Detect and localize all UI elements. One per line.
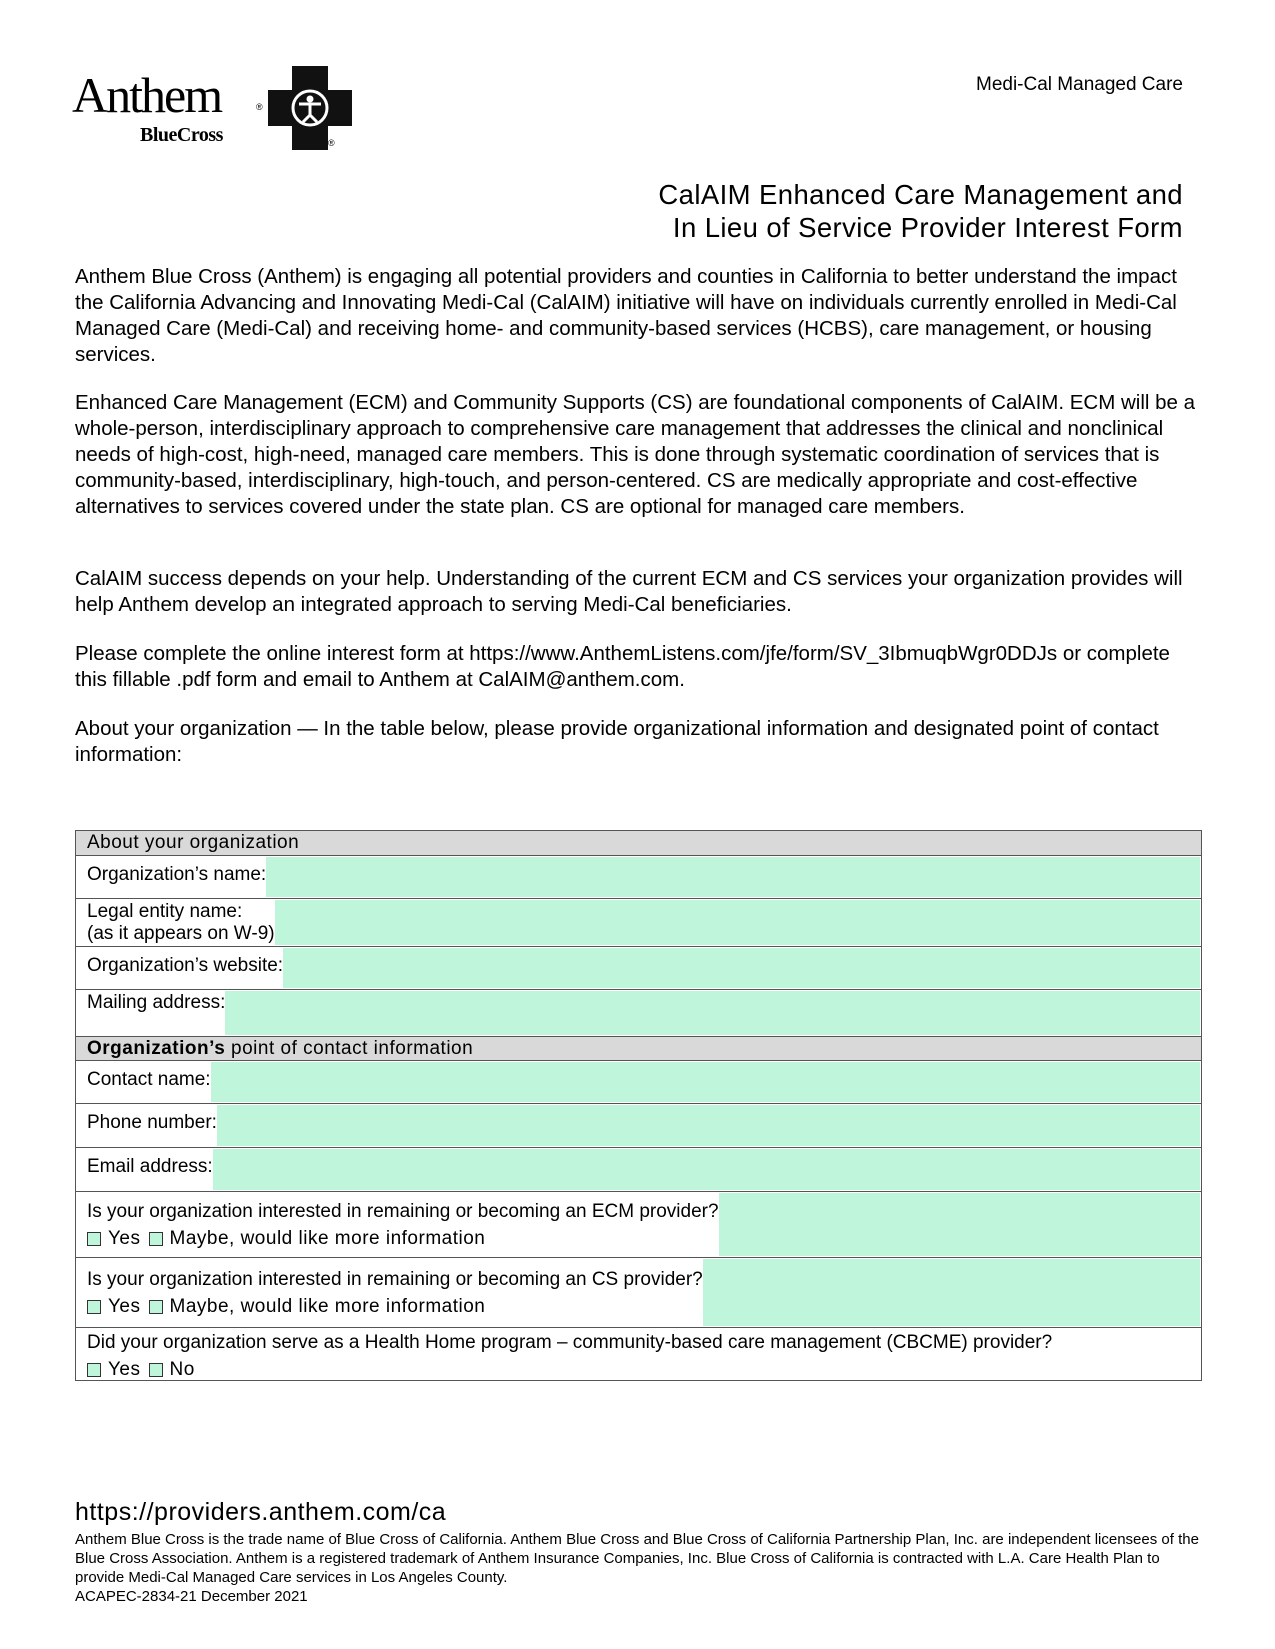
section-header-text: point of contact information: [225, 1038, 474, 1059]
cs-options: [87, 1293, 703, 1320]
cs-question-text: Is your organization interested in remaining or becoming an CS provider?: [87, 1269, 703, 1290]
email-row: [76, 1147, 1201, 1191]
ecm-question-text: Is your organization interested in remaining or becoming an ECM provider?: [87, 1201, 719, 1222]
no-label: No: [169, 1359, 195, 1380]
footer-url-link[interactable]: https://providers.anthem.com/ca: [75, 1498, 447, 1526]
section-header-contact: [76, 1036, 1201, 1060]
email-label: Email address:: [87, 1156, 213, 1177]
ecm-yes-checkbox[interactable]: [87, 1232, 101, 1246]
phone-label: Phone number:: [87, 1112, 217, 1133]
program-label: Medi-Cal Managed Care: [976, 74, 1183, 95]
logo-wordmark: Anthem: [72, 67, 222, 123]
instructions-text: .: [679, 668, 685, 691]
online-form-link[interactable]: https://www.AnthemListens.com/jfe/form/SV_3IbmuqbWgr0DDJs: [469, 642, 1058, 665]
org-name-row: [76, 855, 1201, 898]
organization-form: [75, 830, 1202, 1381]
mailing-address-label: Mailing address:: [87, 992, 226, 1013]
health-home-yes-checkbox[interactable]: [87, 1363, 101, 1377]
yes-label: Yes: [108, 1359, 141, 1380]
cs-question-row: [76, 1257, 1201, 1327]
contact-name-field[interactable]: [211, 1062, 1200, 1102]
health-home-question: [76, 1328, 1201, 1383]
website-label: Organization’s website:: [87, 955, 284, 976]
section-header-about: About your organization: [76, 831, 1201, 855]
contact-name-row: [76, 1060, 1201, 1103]
health-home-options: [87, 1356, 1201, 1383]
logo-subtext: BlueCross: [140, 124, 223, 146]
legal-entity-row: [76, 898, 1201, 946]
org-name-field[interactable]: [266, 857, 1200, 897]
legal-entity-label-line-1: Legal entity name:: [87, 901, 243, 922]
anthem-logo: [72, 66, 352, 156]
cs-response-field[interactable]: [703, 1259, 1200, 1326]
health-home-question-text: Did your organization serve as a Health Home program – community-based care management (CBCME) provider?: [87, 1332, 1053, 1353]
legal-entity-label-line-2: (as it appears on W-9): [87, 923, 275, 944]
contact-name-label: Contact name:: [87, 1069, 211, 1090]
title-line-1: CalAIM Enhanced Care Management and: [658, 179, 1183, 210]
cs-yes-checkbox[interactable]: [87, 1300, 101, 1314]
instructions-text: or complete this fillable .pdf form and email to Anthem at: [75, 642, 1170, 691]
blue-cross-icon: [268, 66, 352, 150]
mailing-address-row: [76, 989, 1201, 1036]
legal-entity-label: [76, 899, 275, 946]
health-home-no-checkbox[interactable]: [149, 1363, 163, 1377]
page-title: [658, 178, 1183, 244]
table-intro-paragraph: About your organization — In the table below, please provide organizational information and designated point of contact information:: [75, 717, 1159, 766]
cs-question: [76, 1258, 703, 1327]
instructions-text: Please complete the online interest form at: [75, 642, 470, 665]
intro-paragraph: Anthem Blue Cross (Anthem) is engaging all potential providers and counties in California to better understand the impact the California Advancing and Innovating Medi-Cal (CalAIM) initiative will have on individuals currently enrolled in Medi-Cal Managed Care (Medi-Cal) and receiving home- and community-based services (HCBS), care management, or housing services.: [75, 265, 1177, 366]
mailing-address-field[interactable]: [225, 991, 1200, 1035]
legal-text: Anthem Blue Cross is the trade name of Blue Cross of California. Anthem Blue Cross and Blue Cross of California Partnership Plan, Inc. are independent licensees of the Blue Cross Association. Anthem is a registered trademark of Anthem Insurance Companies, Inc. Blue Cross of California is contracted with L.A. Care Health Plan to provide Medi-Cal Managed Care services in Los Angeles County.: [75, 1531, 1199, 1586]
section-header-bold: Organization’s: [87, 1038, 226, 1059]
health-home-question-row: [76, 1327, 1201, 1380]
footer-legal: [75, 1530, 1205, 1606]
ecm-cs-paragraph: Enhanced Care Management (ECM) and Community Supports (CS) are foundational components of CalAIM. ECM will be a whole-person, interdisciplinary approach to comprehensive care management that addresses the clinical and nonclinical needs of high-cost, high-need, managed care members. This is done through systematic coordination of services that is community-based, interdisciplinary, high-touch, and person-centered. CS are medically appropriate and cost-effective alternatives to services covered under the state plan. CS are optional for managed care members.: [75, 391, 1196, 518]
ecm-question-row: [76, 1191, 1201, 1257]
ecm-response-field[interactable]: [719, 1193, 1200, 1256]
cs-maybe-checkbox[interactable]: [149, 1300, 163, 1314]
title-line-2: In Lieu of Service Provider Interest Form: [672, 212, 1183, 243]
website-field[interactable]: [283, 948, 1200, 988]
yes-label: Yes: [108, 1228, 141, 1249]
ecm-options: [87, 1225, 719, 1252]
email-field[interactable]: [213, 1149, 1200, 1190]
yes-label: Yes: [108, 1296, 141, 1317]
document-code: ACAPEC-2834-21 December 2021: [75, 1588, 308, 1605]
phone-row: [76, 1103, 1201, 1147]
org-name-label: Organization’s name:: [87, 864, 267, 885]
website-row: [76, 946, 1201, 989]
legal-entity-field[interactable]: [275, 900, 1200, 945]
ecm-maybe-checkbox[interactable]: [149, 1232, 163, 1246]
registered-mark: ®: [328, 138, 335, 148]
phone-field[interactable]: [217, 1105, 1200, 1146]
email-link[interactable]: CalAIM@anthem.com: [478, 668, 680, 691]
ecm-question: [76, 1192, 719, 1257]
registered-mark: ®: [256, 102, 263, 112]
maybe-label: Maybe, would like more information: [169, 1228, 486, 1249]
maybe-label: Maybe, would like more information: [169, 1296, 486, 1317]
instructions-paragraph: [75, 641, 1200, 693]
success-paragraph: CalAIM success depends on your help. Understanding of the current ECM and CS services your organization provides will help Anthem develop an integrated approach to serving Medi-Cal beneficiaries.: [75, 567, 1183, 616]
